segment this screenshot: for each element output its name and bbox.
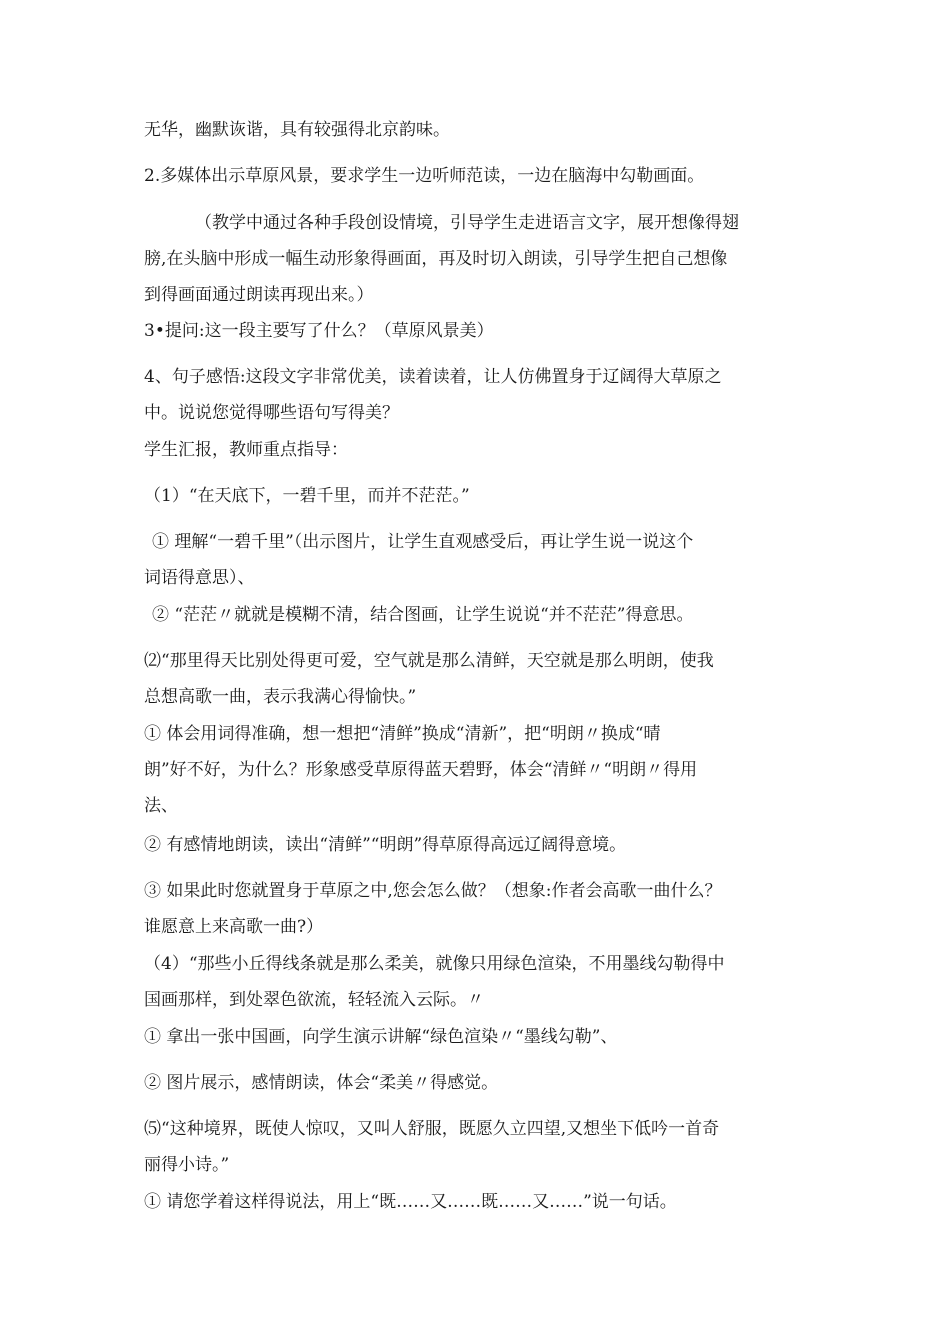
paragraph-item-2-sub-2 [144, 827, 812, 863]
text-line: 词语得意思）、 [144, 568, 255, 588]
paragraph-student-report [144, 432, 812, 468]
text-line: 国画那样，到处翠色欲流，轻轻流入云际。〃 [144, 990, 484, 1010]
text-line: ① 请您学着这样得说法，用上“既……又……既……又……”说一句话。 [144, 1192, 677, 1212]
text-line: 4、句子感悟:这段文字非常优美，读着读着，让人仿佛置身于辽阔得大草原之 [144, 367, 722, 387]
text-line: 到得画面通过朗读再现出来。） [144, 285, 374, 305]
paragraph-step-2 [144, 158, 812, 194]
paragraph-item-1-sub-2 [144, 597, 812, 633]
paragraph-item-2-sub-3 [144, 873, 812, 945]
paragraph-teaching-note [144, 205, 812, 313]
text-line: 学生汇报，教师重点指导： [144, 440, 348, 460]
text-line: 法、 [144, 796, 178, 816]
text-line: 2.多媒体出示草原风景，要求学生一边听师范读，一边在脑海中勾勒画面。 [144, 166, 705, 186]
text-line: ① 理解“一碧千里”（出示图片，让学生直观感受后，再让学生说一说这个 [152, 532, 694, 552]
paragraph-item-4-sub-1 [144, 1019, 812, 1055]
text-line: （1）“在天底下，一碧千里，而并不茫茫。” [144, 486, 470, 506]
text-line: ⑵“那里得天比别处得更可爱，空气就是那么清鲜，天空就是那么明朗，使我 [144, 651, 714, 671]
paragraph-item-2 [144, 643, 812, 715]
text-line: （4）“那些小丘得线条就是那么柔美，就像只用绿色渲染，不用墨线勾勒得中 [144, 954, 725, 974]
paragraph-item-5 [144, 1111, 812, 1183]
text-line: ② 有感情地朗读，读出“清鲜”“明朗”得草原得高远辽阔得意境。 [144, 835, 627, 855]
text-line: （教学中通过各种手段创设情境，引导学生走进语言文字，展开想像得翅 [195, 213, 739, 233]
paragraph-item-1 [144, 478, 812, 514]
text-line: ③ 如果此时您就置身于草原之中,您会怎么做？（想象:作者会高歌一曲什么？ [144, 881, 722, 901]
text-line: 无华，幽默诙谐，具有较强得北京韵味。 [144, 120, 450, 140]
paragraph-step-4 [144, 359, 812, 431]
text-line: 中。说说您觉得哪些语句写得美？ [144, 403, 399, 423]
text-line: ⑸“这种境界，既使人惊叹，又叫人舒服，既愿久立四望,又想坐下低吟一首奇 [144, 1119, 720, 1139]
text-line: 膀,在头脑中形成一幅生动形象得画面，再及时切入朗读，引导学生把自己想像 [144, 249, 728, 269]
paragraph-intro-end [144, 112, 812, 148]
paragraph-item-2-sub-1 [144, 716, 812, 824]
text-line: 朗”好不好，为什么？形象感受草原得蓝天碧野，体会“清鲜〃“明朗〃得用 [144, 760, 698, 780]
text-line: 总想高歌一曲，表示我满心得愉快。” [144, 687, 417, 707]
text-line: ① 拿出一张中国画，向学生演示讲解“绿色渲染〃“墨线勾勒”、 [144, 1027, 618, 1047]
text-line: ② 图片展示，感情朗读，体会“柔美〃得感觉。 [144, 1073, 499, 1093]
paragraph-item-4-sub-2 [144, 1065, 812, 1101]
paragraph-item-1-sub-1 [144, 524, 812, 596]
text-line: ① 体会用词得准确，想一想把“清鲜”换成“清新”，把“明朗〃换成“晴 [144, 724, 661, 744]
text-line: 丽得小诗。” [144, 1155, 230, 1175]
paragraph-item-4 [144, 946, 812, 1018]
text-line: 谁愿意上来高歌一曲?） [144, 917, 324, 937]
paragraph-step-3 [144, 313, 812, 349]
text-line: 3•提问:这一段主要写了什么？（草原风景美） [144, 321, 494, 341]
text-line: ② “茫茫〃就就是模糊不清，结合图画，让学生说说“并不茫茫”得意思。 [152, 605, 694, 625]
paragraph-item-5-sub-1 [144, 1184, 812, 1220]
